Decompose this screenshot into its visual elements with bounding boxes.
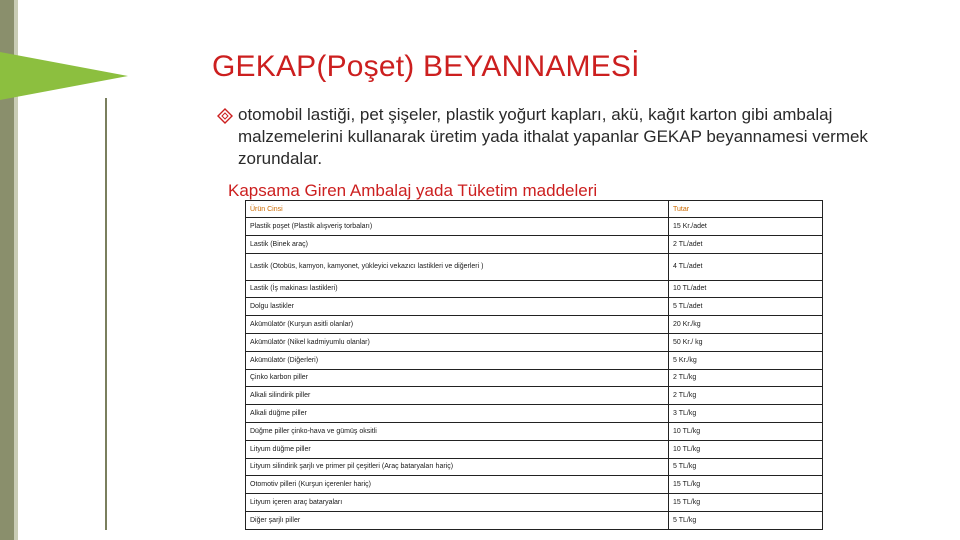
amount-cell: 15 TL/kg (669, 494, 823, 512)
product-cell: Lastik (İş makinası lastikleri) (246, 280, 669, 298)
diamond-bullet-icon (216, 107, 234, 125)
accent-arrow-shape (0, 52, 128, 100)
table-row (246, 405, 823, 423)
product-cell: Otomotiv pilleri (Kurşun içerenler hariç) (246, 476, 669, 494)
amount-cell: 10 TL/kg (669, 440, 823, 458)
product-cell: Akümülatör (Diğerleri) (246, 351, 669, 369)
amount-cell: 50 Kr./ kg (669, 333, 823, 351)
product-cell: Düğme piller çinko-hava ve gümüş oksitli (246, 422, 669, 440)
product-cell: Çinko karbon piller (246, 369, 669, 387)
table-row (246, 316, 823, 334)
header-cell-product: Ürün Cinsi (246, 201, 669, 218)
section-subheading: Kapsama Giren Ambalaj yada Tüketim maddeleri (228, 181, 598, 200)
table-row (246, 351, 823, 369)
product-cell: Akümülatör (Nikel kadmiyumlu olanlar) (246, 333, 669, 351)
amount-cell: 5 TL/adet (669, 298, 823, 316)
table-row (246, 253, 823, 280)
table-row (246, 280, 823, 298)
amount-cell: 20 Kr./kg (669, 316, 823, 334)
amount-cell: 5 Kr./kg (669, 351, 823, 369)
table-row (246, 298, 823, 316)
table-row (246, 235, 823, 253)
product-cell: Alkali silindirik piller (246, 387, 669, 405)
product-cell: Plastik poşet (Plastik alışveriş torbaları) (246, 218, 669, 236)
table-row (246, 218, 823, 236)
amount-cell: 4 TL/adet (669, 253, 823, 280)
amount-cell: 5 TL/kg (669, 511, 823, 529)
table-row (246, 440, 823, 458)
amount-cell: 10 TL/kg (669, 422, 823, 440)
amount-cell: 2 TL/kg (669, 387, 823, 405)
table-row (246, 387, 823, 405)
product-cell: Lastik (Otobüs, kamyon, kamyonet, yükleyici vekazıcı lastikleri ve diğerleri ) (246, 253, 669, 280)
table-row (246, 458, 823, 476)
amount-cell: 3 TL/kg (669, 405, 823, 423)
product-cell: Alkali düğme piller (246, 405, 669, 423)
product-cell: Diğer şarjlı piller (246, 511, 669, 529)
amount-cell: 2 TL/kg (669, 369, 823, 387)
bullet-paragraph: otomobil lastiği, pet şişeler, plastik yoğurt kapları, akü, kağıt karton gibi ambalaj malzemelerini kullanarak üretim yada ithalat yapanlar GEKAP beyannamesi vermek zorundalar. (238, 105, 868, 168)
product-tax-table (245, 200, 823, 530)
product-cell: Lastik (Binek araç) (246, 235, 669, 253)
product-cell: Dolgu lastikler (246, 298, 669, 316)
table-row (246, 494, 823, 512)
amount-cell: 15 TL/kg (669, 476, 823, 494)
amount-cell: 10 TL/adet (669, 280, 823, 298)
table-row (246, 422, 823, 440)
table-row (246, 333, 823, 351)
table-header-row (246, 201, 823, 218)
table-row (246, 476, 823, 494)
slide-title: GEKAP(Poşet) BEYANNAMESİ (212, 50, 640, 83)
amount-cell: 15 Kr./adet (669, 218, 823, 236)
amount-cell: 5 TL/kg (669, 458, 823, 476)
table-row (246, 369, 823, 387)
product-cell: Lityum içeren araç bataryaları (246, 494, 669, 512)
amount-cell: 2 TL/adet (669, 235, 823, 253)
product-cell: Lityum silindirik şarjlı ve primer pil çeşitleri (Araç bataryaları hariç) (246, 458, 669, 476)
product-cell: Lityum düğme piller (246, 440, 669, 458)
table-row (246, 511, 823, 529)
header-cell-amount: Tutar (669, 201, 823, 218)
product-cell: Akümülatör (Kurşun asitli olanlar) (246, 316, 669, 334)
vertical-divider (105, 98, 107, 530)
